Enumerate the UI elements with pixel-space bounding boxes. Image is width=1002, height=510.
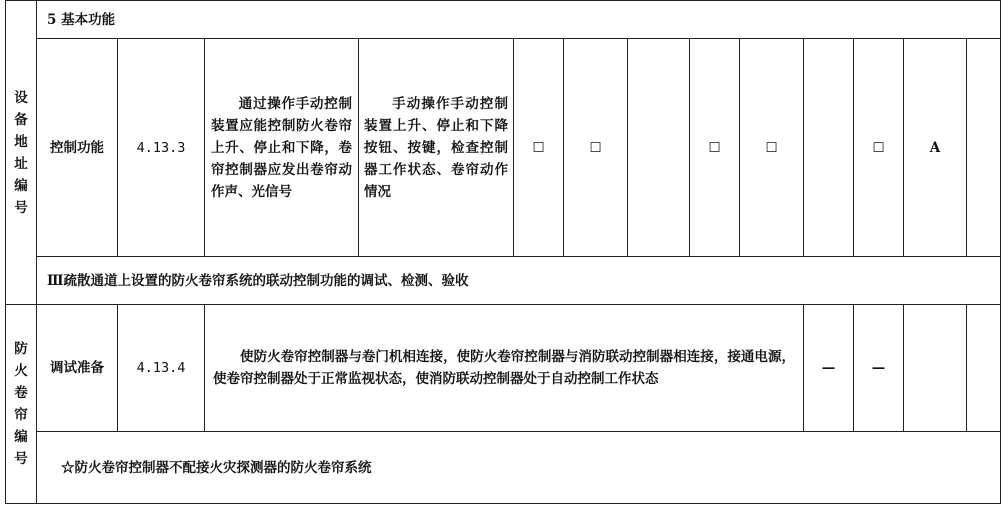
section-heading-three: Ⅲ疏散通道上设置的防火卷帘系统的联动控制功能的调试、检测、验收 (37, 257, 1001, 305)
table-row (6, 39, 1001, 257)
vertical-char: 防 (14, 341, 28, 357)
star-note: ☆防火卷帘控制器不配接火灾探测器的防火卷帘系统 (37, 432, 1001, 504)
device-address-label (6, 1, 37, 305)
vertical-char: 卷 (14, 385, 28, 401)
vertical-char: 地 (14, 133, 28, 150)
checkbox-cell[interactable]: ☐ (514, 39, 564, 257)
shutter-number-label (6, 305, 37, 504)
vertical-char: 编 (14, 177, 28, 194)
empty-cell (967, 39, 1001, 257)
empty-cell (904, 305, 967, 432)
checkbox-cell[interactable]: ☐ (854, 39, 904, 257)
checkbox-cell[interactable]: ☐ (564, 39, 628, 257)
clause-number: 4.13.3 (118, 39, 205, 257)
table-row (6, 432, 1001, 504)
method-text: 手动操作手动控制装置上升、停止和下降按钮、按键，检查控制器工作状态、卷帘动作情况 (359, 39, 514, 257)
category-symbol: A (904, 39, 967, 257)
checkbox-cell[interactable]: ☐ (690, 39, 740, 257)
vertical-char: 号 (14, 199, 28, 216)
vertical-char: 设 (14, 89, 28, 106)
requirement-text: 通过操作手动控制装置应能控制防火卷帘上升、停止和下降，卷帘控制器应发出卷帘动作声、光信号 (205, 39, 359, 257)
empty-cell (967, 305, 1001, 432)
section-heading-basic: 5 基本功能 (37, 1, 1001, 39)
table-row (6, 1, 1001, 39)
inspection-table-lower (5, 304, 1001, 504)
item-name-control: 控制功能 (37, 39, 118, 257)
dash-cell: — (804, 305, 854, 432)
dash-cell: — (854, 305, 904, 432)
vertical-char: 址 (14, 155, 28, 172)
vertical-char: 帘 (14, 407, 28, 423)
debug-description: 使防火卷帘控制器与卷门机相连接，使防火卷帘控制器与消防联动控制器相连接，接通电源，使卷帘控制器处于正常监视状态，使消防联动控制器处于自动控制工作状态 (205, 305, 804, 432)
table-row (6, 257, 1001, 305)
item-name-debug: 调试准备 (37, 305, 118, 432)
clause-number: 4.13.4 (118, 305, 205, 432)
vertical-char: 火 (14, 363, 28, 379)
empty-cell (804, 39, 854, 257)
empty-cell (628, 39, 690, 257)
table-row (6, 305, 1001, 432)
vertical-char: 号 (14, 451, 28, 467)
vertical-char: 备 (14, 111, 28, 128)
inspection-table (5, 0, 1001, 305)
checkbox-cell[interactable]: ☐ (740, 39, 804, 257)
vertical-char: 编 (14, 429, 28, 445)
